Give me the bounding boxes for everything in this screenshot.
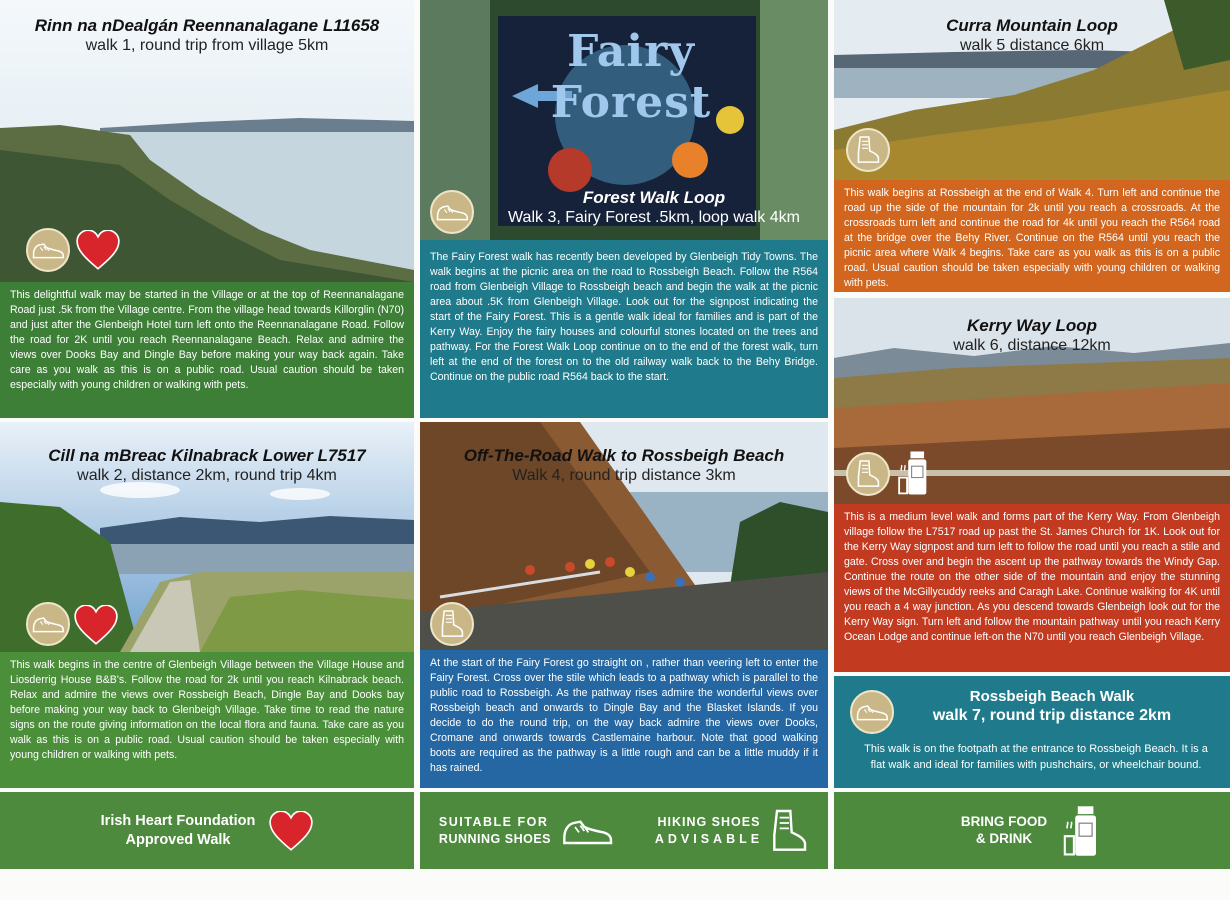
advisable-text: ADVISABLE xyxy=(654,831,764,846)
walk-3-description: The Fairy Forest walk has recently been developed by Glenbeigh Tidy Towns. The walk begins at the picnic area on the road to Rossbeigh Beach. Follow the R564 road from Glenbeigh Village to Rossbeigh beach and begin the walk at the picnic area about .5K from Glenbeigh Village. Look out for the signpost indicating the start of the Fairy Forest. This is a gentle walk ideal for families and is part of the Kerry Way. Enjoy the fairy houses and colourful stones located on the trees and pathway. For the Forest Walk Loop continue on to the end of the forest walk, turn left at the end of the forest on to the old railway walk back to the Behy Bridge. Continue on the public road R564 back to the start. xyxy=(420,244,828,418)
walk-5-panel xyxy=(834,0,1230,292)
hiking-shoes-legend xyxy=(655,808,809,854)
legend-shoes xyxy=(420,792,828,869)
walk-3-subtitle: Walk 3, Fairy Forest .5km, loop walk 4km xyxy=(508,209,800,227)
walk-7-header xyxy=(874,688,1230,725)
walk-1-title: Rinn na nDealgán Reennanalagane L11658 xyxy=(34,16,380,35)
walk-3-panel xyxy=(420,0,828,418)
walk-2-header xyxy=(0,446,414,486)
walk-1-header xyxy=(0,16,414,56)
food-drink-label xyxy=(961,814,1047,848)
approved-walk-text: Approved Walk xyxy=(125,831,231,848)
boot-icon xyxy=(846,452,890,496)
walk-5-header xyxy=(834,16,1230,56)
walk-1-panel xyxy=(0,0,414,418)
walk-4-header xyxy=(420,446,828,486)
walk-1-subtitle: walk 1, round trip from village 5km xyxy=(85,37,329,55)
walk-4-title: Off-The-Road Walk to Rossbeigh Beach xyxy=(463,446,785,465)
walk-2-description: This walk begins in the centre of Glenbeigh Village between the Village House and Liosderrig House B&B's. Follow the road for 2k until you reach Kilnabrack beach. Relax and admire the views over Rossbeigh Beach, Dingle Bay and Dooks bay before making your way back to Glenbeigh Village. Take time to read the nature signs on the route giving information on the local flora and fauna. Take care as you walk as this is on a public road. Usual caution should be taken especially with young children or walking with pets. xyxy=(0,652,414,788)
bring-food-text: BRING FOOD xyxy=(960,813,1048,829)
walk-7-subtitle: walk 7, round trip distance 2km xyxy=(932,707,1172,724)
walk-2-title: Cill na mBreac Kilnabrack Lower L7517 xyxy=(48,446,366,465)
hiking-boot-icon xyxy=(769,808,809,854)
running-shoes-label xyxy=(439,814,551,847)
suitable-for-text: SUITABLE FOR xyxy=(438,815,549,830)
walk-2-subtitle: walk 2, distance 2km, round trip 4km xyxy=(77,467,337,485)
walk-6-header xyxy=(834,316,1230,356)
boot-icon xyxy=(846,128,890,172)
walk-3-header xyxy=(480,188,828,228)
legend-food-drink xyxy=(834,792,1230,869)
walk-5-description: This walk begins at Rossbeigh at the end of Walk 4. Turn left and continue the road up the side of the mountain for 2k until you reach a crossroads. At the crossroads turn left and continue the road for 4k until you reach the R564 road at the bridge over the Behy River. Continue on the R564 until you reach the picnic area where Walk 4 begins. Take care as you walk as this is on a public road. Usual caution should be taken especially with young children or walking with pets. xyxy=(834,180,1230,292)
walk-7-description: This walk is on the footpath at the entrance to Rossbeigh Beach. It is a flat walk and ideal for families with pushchairs, or wheelchair bound. xyxy=(864,743,1208,771)
heart-icon xyxy=(76,230,120,270)
boot-icon xyxy=(430,602,474,646)
fairy-forest-sign: Fairy Forest xyxy=(550,26,712,128)
walk-4-panel xyxy=(420,422,828,788)
walk-6-title: Kerry Way Loop xyxy=(966,316,1098,335)
walk-7-title: Rossbeigh Beach Walk xyxy=(969,688,1135,705)
walk-6-panel xyxy=(834,298,1230,672)
walk-4-description: At the start of the Fairy Forest go straight on , rather than veering left to enter the Fairy Forest. Cross over the stile which leads to a pathway which is parallel to the public road to Rossbeigh. As the pathway rises admire the wonderful views over Rossbeigh beach and onwards to Dingle Bay and the Blasket Islands. If you decide to do the round trip, on the way back admire the views over Dooks, Cromane and onwards towards Castlemaine harbour. Note that good walking boots are required as the pathway is a little rough and can be a little muddy if it has rained. xyxy=(420,650,828,788)
walk-5-subtitle: walk 5 distance 6km xyxy=(959,37,1105,55)
walk-7-panel xyxy=(834,676,1230,788)
shoe-icon xyxy=(26,602,70,646)
heart-icon xyxy=(74,605,118,645)
heart-foundation-name: Irish Heart Foundation xyxy=(100,813,256,830)
walk-6-subtitle: walk 6, distance 12km xyxy=(953,337,1111,355)
walk-1-description: This delightful walk may be started in the Village or at the top of Reennanalagane Road just .5k from the Village centre. From the village head towards Killorglin (N70) and just after the Glenbeigh Hotel turn left onto the Reennanalagane Road. Follow the road for 2K until you reach Reennanalagane Beach. Relax and admire the views over Dooks Bay and Dingle Bay before making your way back again. Take care as you walk as this is on a public road. Usual caution should be taken especially with young children or walking with pets. xyxy=(0,282,414,418)
walk-6-description: This is a medium level walk and forms part of the Kerry Way. From Glenbeigh village follow the L7517 road up past the St. James Church for 1K. Look out for the Kerry Way signpost and turn left to follow the road until you reach a stile and gate. Cross over and begin the ascent up the pathway towards the Windy Gap. Continue the route on the other side of the mountain and enjoy the stunning views of the McGillycuddy reeks and Caragh Lake. Continue walking for 4K until you reach a 4 way junction. As you descend towards Glenbeigh look out for the Kerry Way sign. Turn left and follow the mountain pathway until you reach Kerry Ocean Lodge and continue left-on the N70 until you reach Glenbeigh Village. xyxy=(834,504,1230,672)
shoe-icon xyxy=(26,228,70,272)
running-shoes-legend xyxy=(439,814,617,847)
running-shoe-icon xyxy=(557,815,617,847)
walk-5-title: Curra Mountain Loop xyxy=(946,16,1118,35)
flask-icon xyxy=(1063,805,1103,857)
and-drink-text: & DRINK xyxy=(975,830,1033,846)
walk-2-panel xyxy=(0,422,414,788)
flask-icon xyxy=(898,450,932,496)
heart-foundation-label xyxy=(101,812,256,848)
shoe-icon xyxy=(430,190,474,234)
walk-4-subtitle: Walk 4, round trip distance 3km xyxy=(512,467,736,485)
hiking-shoes-text: HIKING SHOES xyxy=(657,815,761,830)
walk-3-title: Forest Walk Loop xyxy=(582,188,726,207)
hiking-shoes-label xyxy=(655,814,763,847)
running-shoes-text: RUNNING SHOES xyxy=(438,831,551,846)
legend-heart-foundation xyxy=(0,792,414,869)
heart-icon xyxy=(269,811,313,851)
